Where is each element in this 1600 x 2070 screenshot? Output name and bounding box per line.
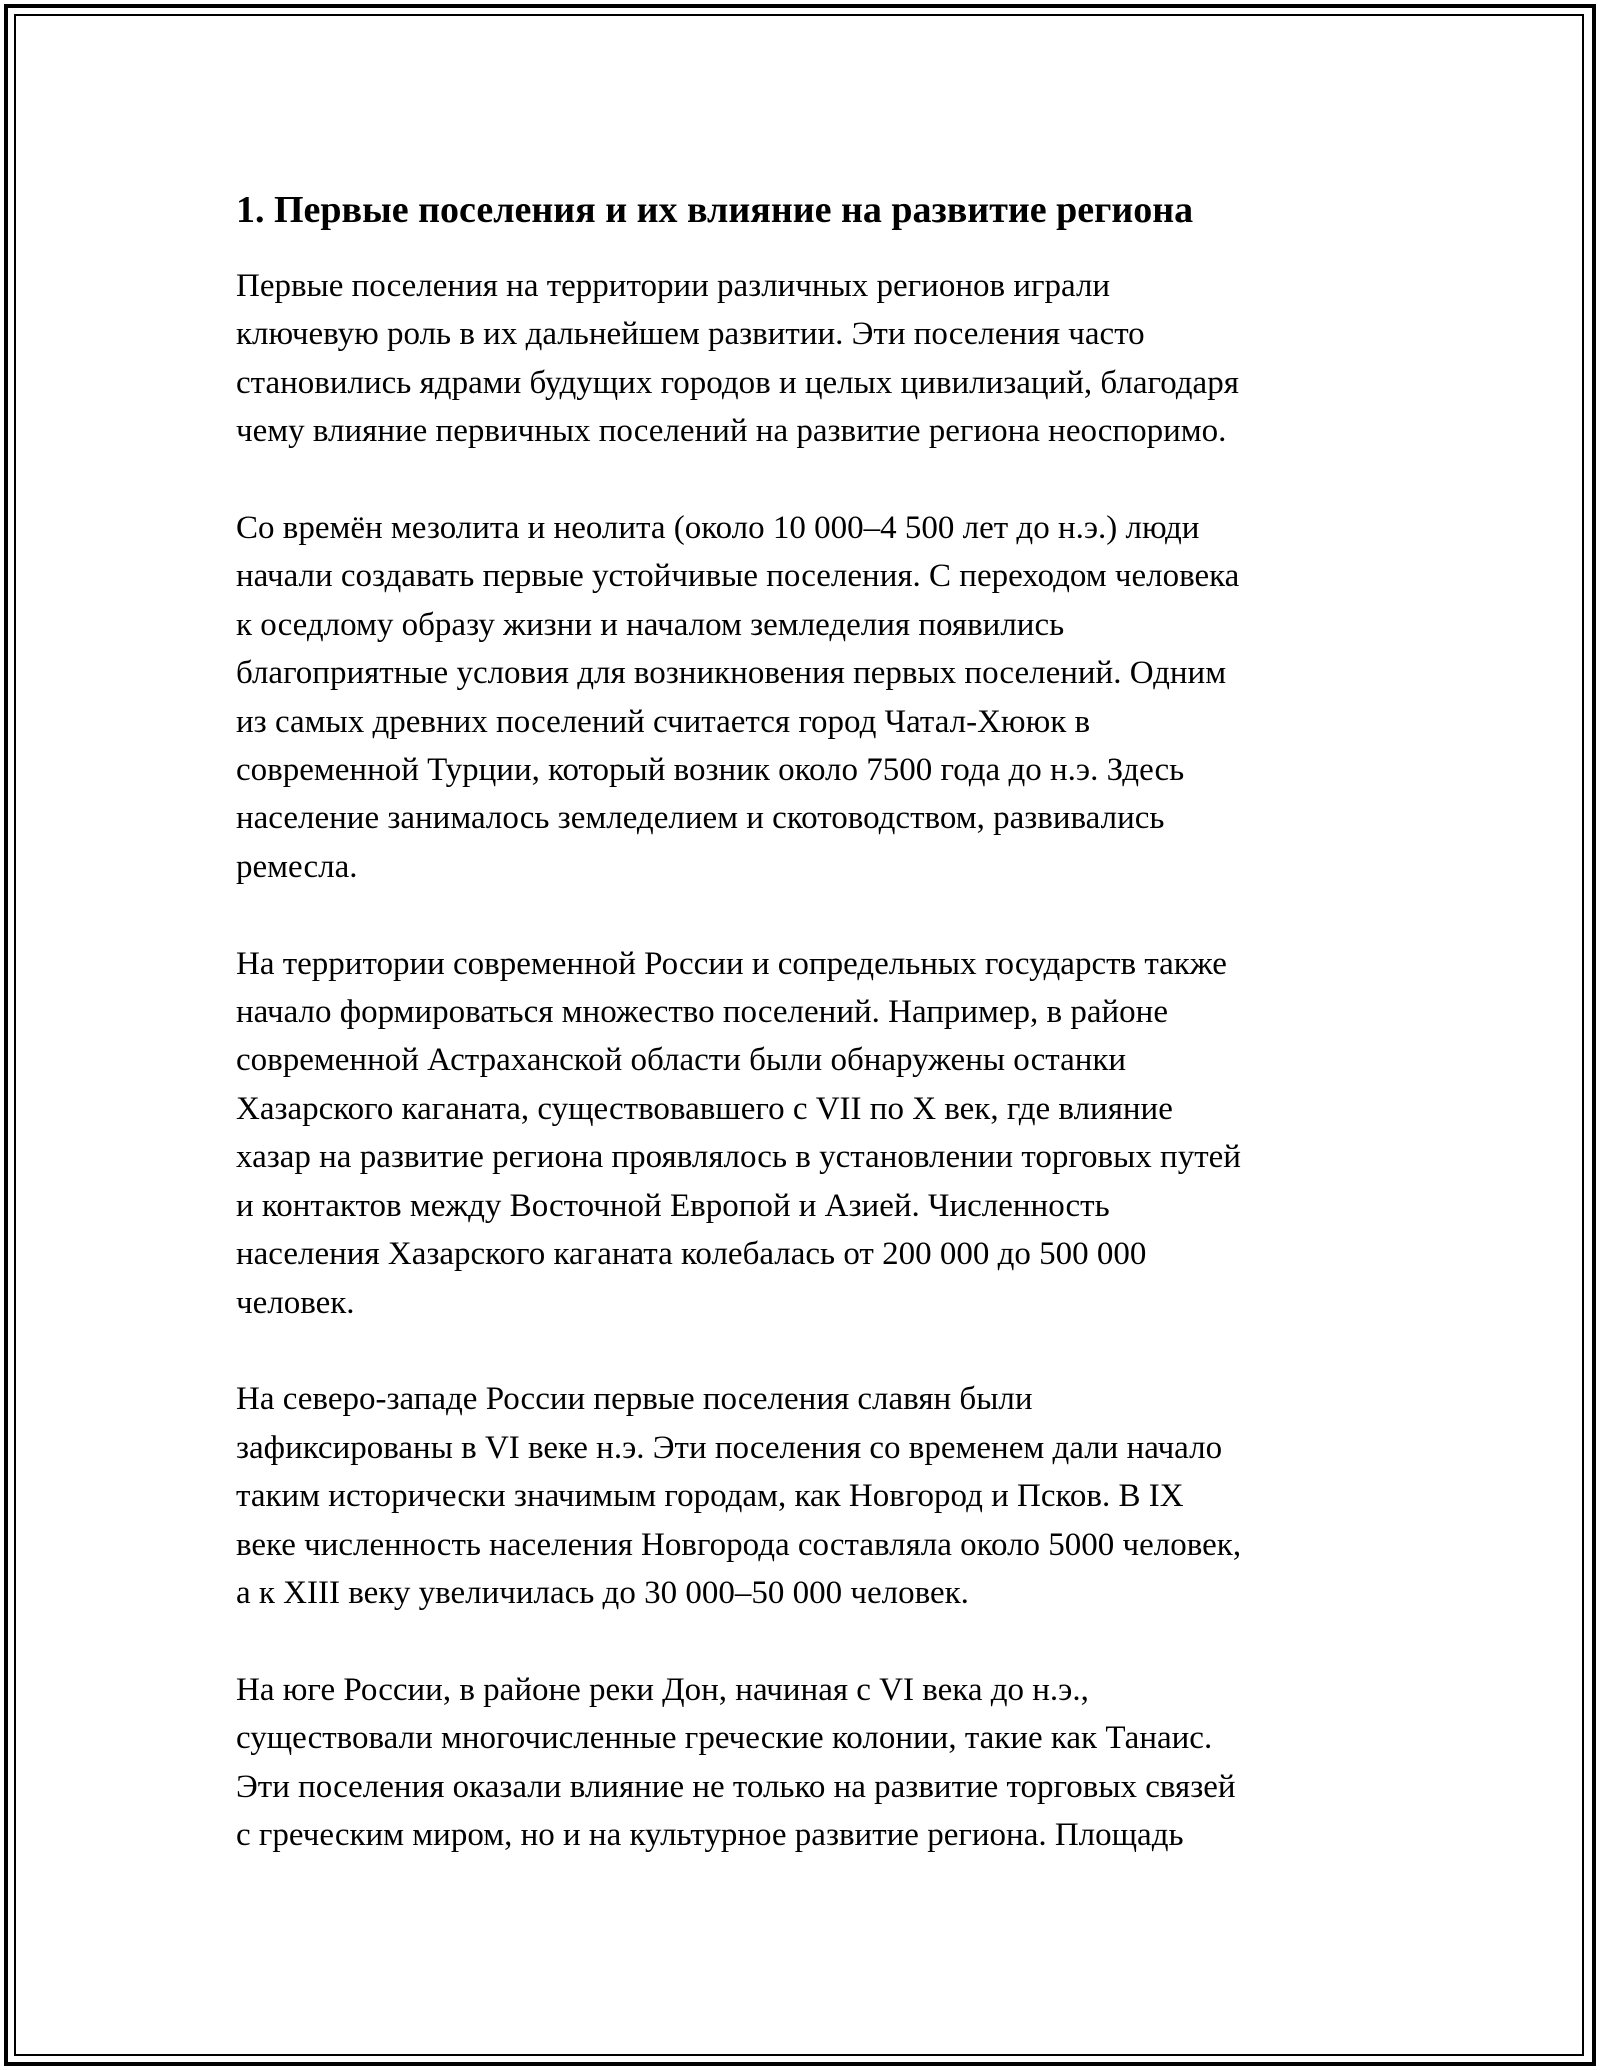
text-line: зафиксированы в VI веке н.э. Эти поселения со временем дали начало	[236, 1429, 1223, 1466]
paragraph	[236, 262, 1376, 456]
text-line: человек.	[236, 1284, 355, 1321]
paragraph	[236, 504, 1376, 891]
text-line: из самых древних поселений считается город Чатал-Хююк в	[236, 703, 1091, 740]
text-line: хазар на развитие региона проявлялось в установлении торговых путей	[236, 1139, 1241, 1176]
text-line: Хазарского каганата, существовавшего с VII по X век, где влияние	[236, 1090, 1173, 1127]
text-line: начали создавать первые устойчивые поселения. С переходом человека	[236, 558, 1240, 595]
text-line: ключевую роль в их дальнейшем развитии. Эти поселения часто	[236, 316, 1145, 353]
text-line: становились ядрами будущих городов и целых цивилизаций, благодаря	[236, 364, 1239, 401]
text-line: начало формироваться множество поселений. Например, в районе	[236, 994, 1168, 1031]
text-line: веке численность населения Новгорода составляла около 5000 человек,	[236, 1526, 1242, 1563]
text-line: На юге России, в районе реки Дон, начиная с VI века до н.э.,	[236, 1671, 1089, 1708]
text-line: современной Турции, который возник около 7500 года до н.э. Здесь	[236, 752, 1185, 789]
text-line: таким исторически значимым городам, как Новгород и Псков. В IX	[236, 1478, 1184, 1515]
text-line: к оседлому образу жизни и началом земледелия появились	[236, 606, 1065, 643]
text-line: чему влияние первичных поселений на развитие региона неоспоримо.	[236, 413, 1227, 450]
text-line: и контактов между Восточной Европой и Азией. Численность	[236, 1187, 1110, 1224]
text-line: современной Астраханской области были обнаружены останки	[236, 1042, 1127, 1079]
text-line: ремесла.	[236, 848, 358, 885]
section-heading: 1. Первые поселения и их влияние на развитие региона	[236, 189, 1194, 231]
text-line: население занималось земледелием и скотоводством, развивались	[236, 800, 1165, 837]
paragraph	[236, 1666, 1376, 1860]
text-line: существовали многочисленные греческие колонии, такие как Танаис.	[236, 1720, 1213, 1757]
text-line: Эти поселения оказали влияние не только на развитие торговых связей	[236, 1768, 1236, 1805]
text-line: населения Хазарского каганата колебалась от 200 000 до 500 000	[236, 1236, 1147, 1273]
paragraph	[236, 940, 1376, 1327]
text-line: На северо-западе России первые поселения славян были	[236, 1381, 1033, 1418]
text-line: а к XIII веку увеличилась до 30 000–50 000 человек.	[236, 1574, 969, 1611]
document-body	[236, 186, 1376, 1908]
paragraph	[236, 1375, 1376, 1617]
text-line: Со времён мезолита и неолита (около 10 000–4 500 лет до н.э.) люди	[236, 510, 1200, 547]
text-line: На территории современной России и сопредельных государств также	[236, 945, 1227, 982]
text-line: Первые поселения на территории различных регионов играли	[236, 268, 1111, 304]
text-line: благоприятные условия для возникновения первых поселений. Одним	[236, 655, 1227, 692]
text-line: с греческим миром, но и на культурное развитие региона. Площадь	[236, 1816, 1184, 1853]
